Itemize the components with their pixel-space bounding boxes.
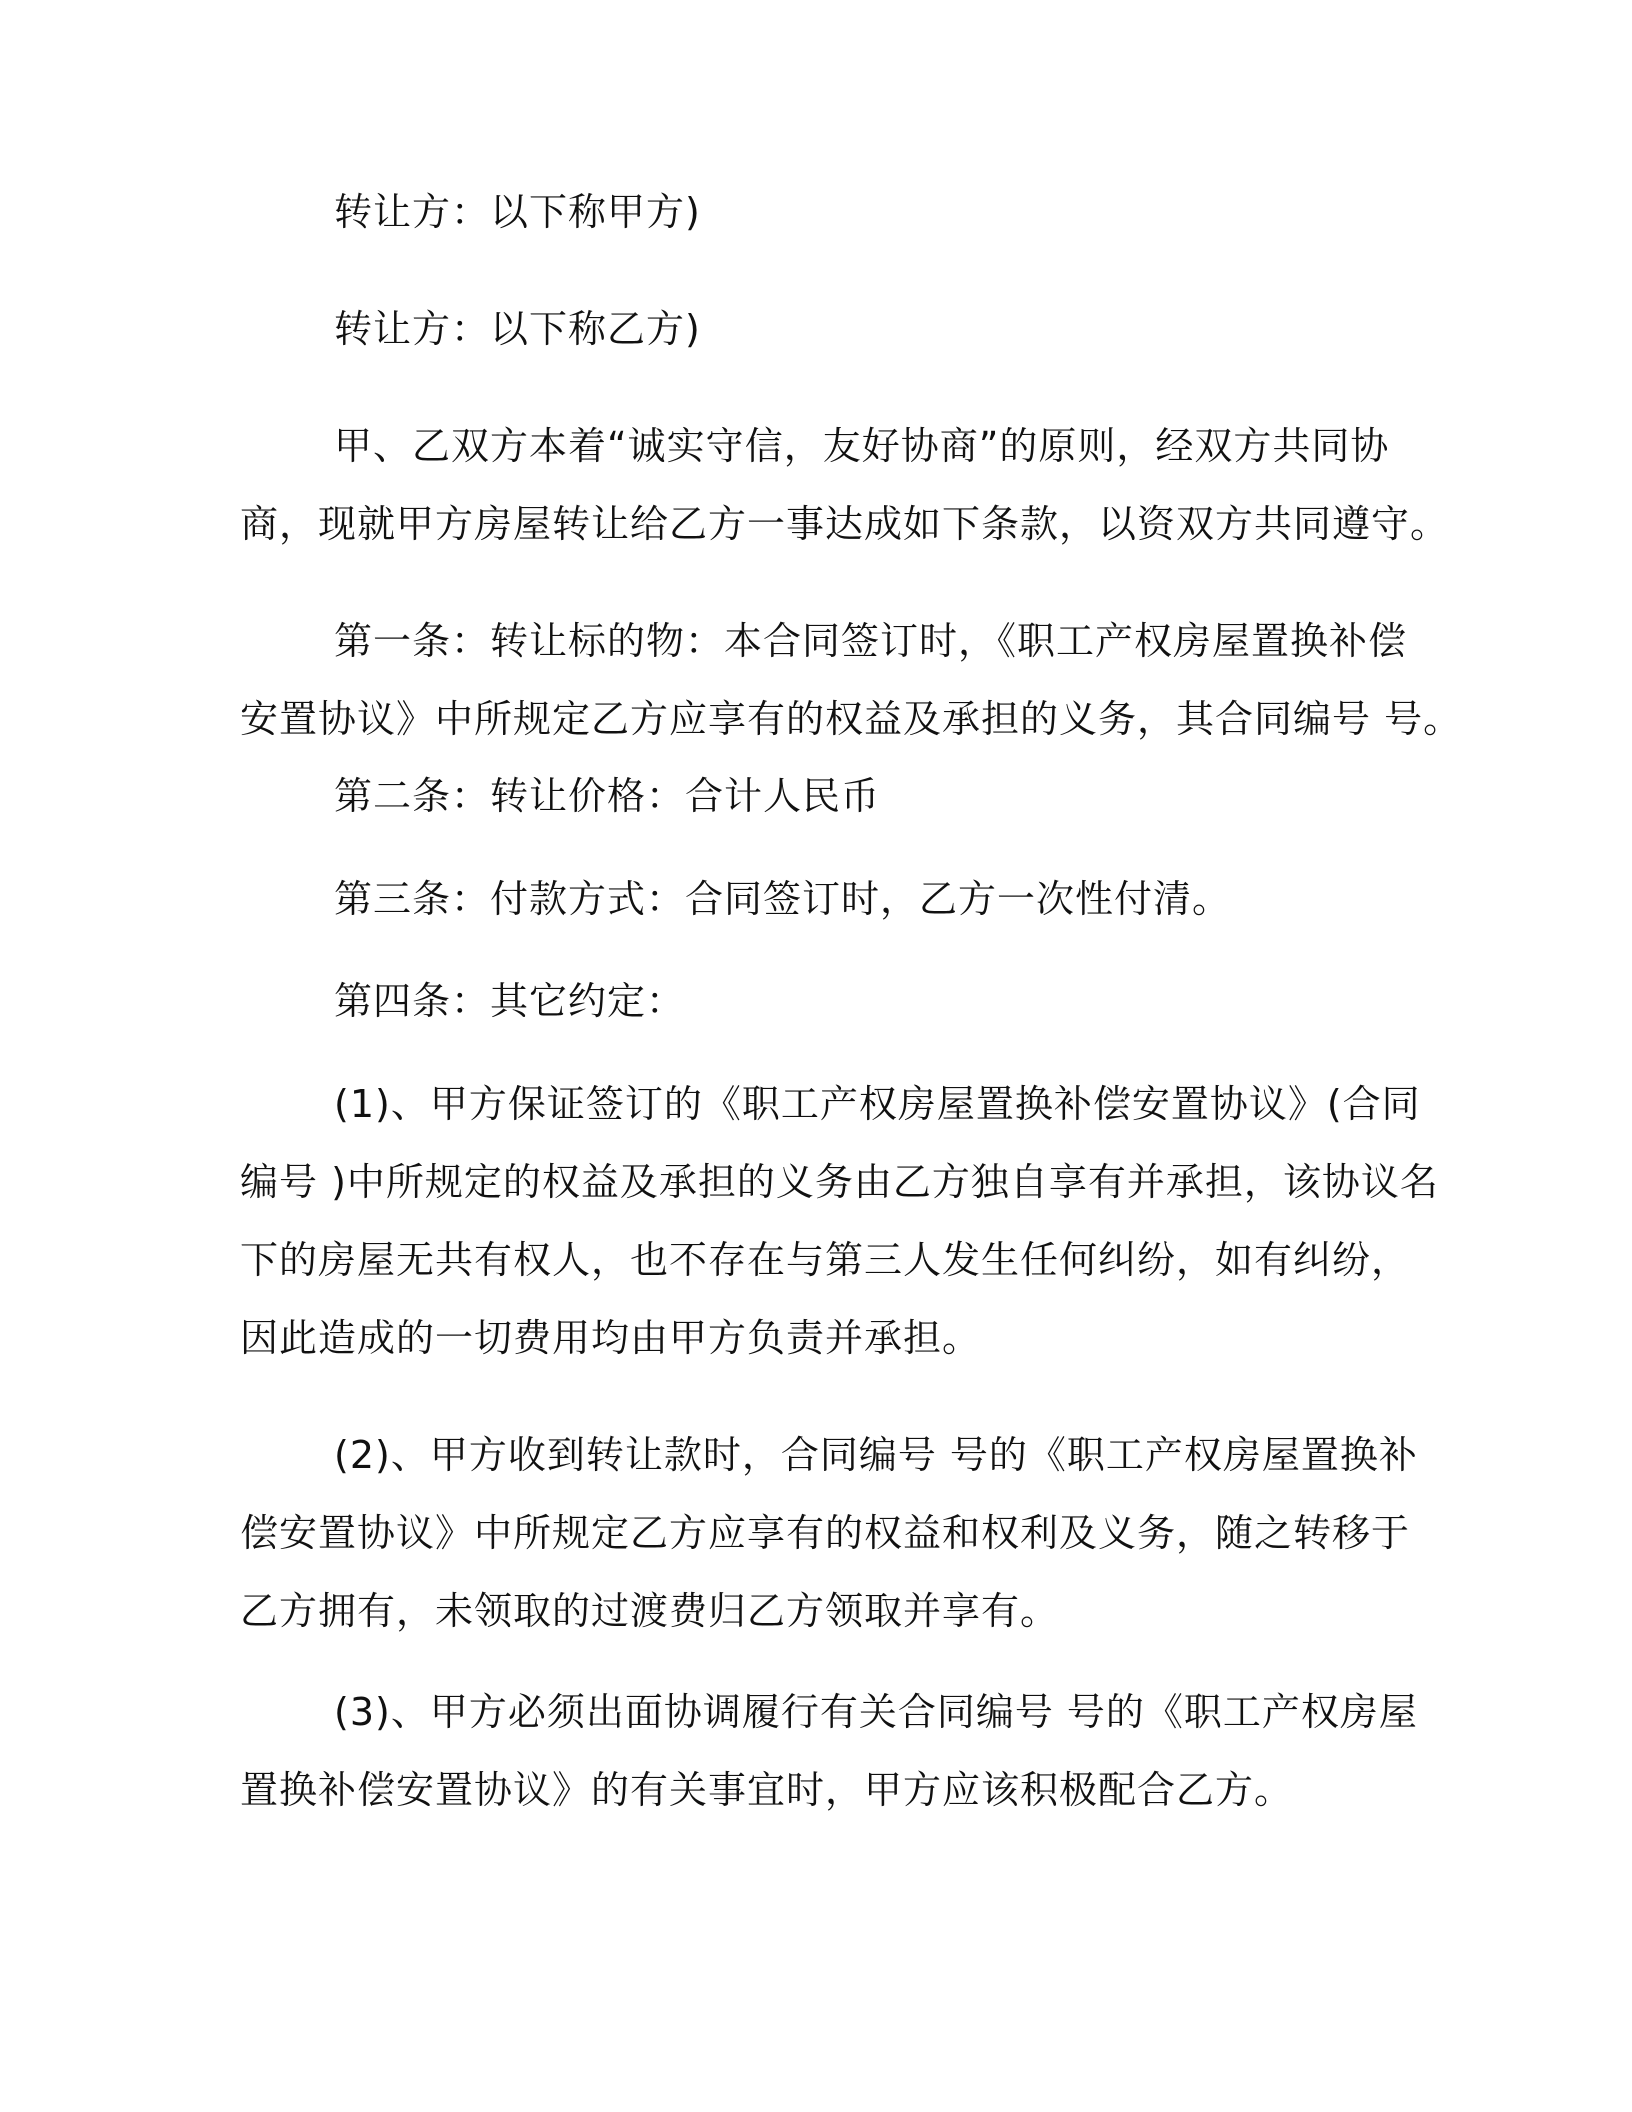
preamble-paragraph <box>240 407 1450 563</box>
paragraph-line: 第二条：转让价格：合计人民币 <box>334 774 881 818</box>
paragraph-line: 甲、乙双方本着“诚实守信，友好协商”的原则，经双方共同协 <box>334 424 1390 468</box>
paragraph-line: (2)、甲方收到转让款时，合同编号 号的《职工产权房屋置换补 <box>334 1433 1418 1477</box>
clause-3-paragraph <box>240 1673 1418 1829</box>
paragraph-line: 因此造成的一切费用均由甲方负责并承担。 <box>240 1316 982 1360</box>
party-a-paragraph <box>240 173 1380 251</box>
article-4-paragraph <box>240 962 1380 1040</box>
paragraph-line: 安置协议》中所规定乙方应享有的权益及承担的义务，其合同编号 号。 <box>240 697 1463 741</box>
paragraph-line: (1)、甲方保证签订的《职工产权房屋置换补偿安置协议》(合同 <box>334 1082 1421 1126</box>
paragraph-line: 乙方拥有，未领取的过渡费归乙方领取并享有。 <box>240 1589 1060 1633</box>
paragraph-line: 下的房屋无共有权人，也不存在与第三人发生任何纠纷，如有纠纷， <box>240 1238 1411 1282</box>
party-b-paragraph <box>240 290 1380 368</box>
paragraph-line: 转让方：以下称乙方) <box>334 307 701 351</box>
paragraph-line: 转让方：以下称甲方) <box>334 190 701 234</box>
paragraph-line: 偿安置协议》中所规定乙方应享有的权益和权利及义务，随之转移于 <box>240 1511 1411 1555</box>
paragraph-line: (3)、甲方必须出面协调履行有关合同编号 号的《职工产权房屋 <box>334 1690 1418 1734</box>
paragraph-line: 第三条：付款方式：合同签订时，乙方一次性付清。 <box>334 877 1232 921</box>
article-2-paragraph <box>240 757 1380 835</box>
paragraph-line: 第一条：转让标的物：本合同签订时，《职工产权房屋置换补偿 <box>334 619 1408 663</box>
paragraph-line: 商，现就甲方房屋转让给乙方一事达成如下条款，以资双方共同遵守。 <box>240 502 1450 546</box>
paragraph-line: 编号 )中所规定的权益及承担的义务由乙方独自享有并承担，该协议名 <box>240 1160 1439 1204</box>
paragraph-line: 第四条：其它约定： <box>334 979 686 1023</box>
article-3-paragraph <box>240 860 1380 938</box>
clause-2-paragraph <box>240 1416 1418 1650</box>
paragraph-line: 置换补偿安置协议》的有关事宜时，甲方应该积极配合乙方。 <box>240 1768 1294 1812</box>
clause-1-paragraph <box>240 1065 1439 1377</box>
article-1-paragraph <box>240 602 1463 758</box>
